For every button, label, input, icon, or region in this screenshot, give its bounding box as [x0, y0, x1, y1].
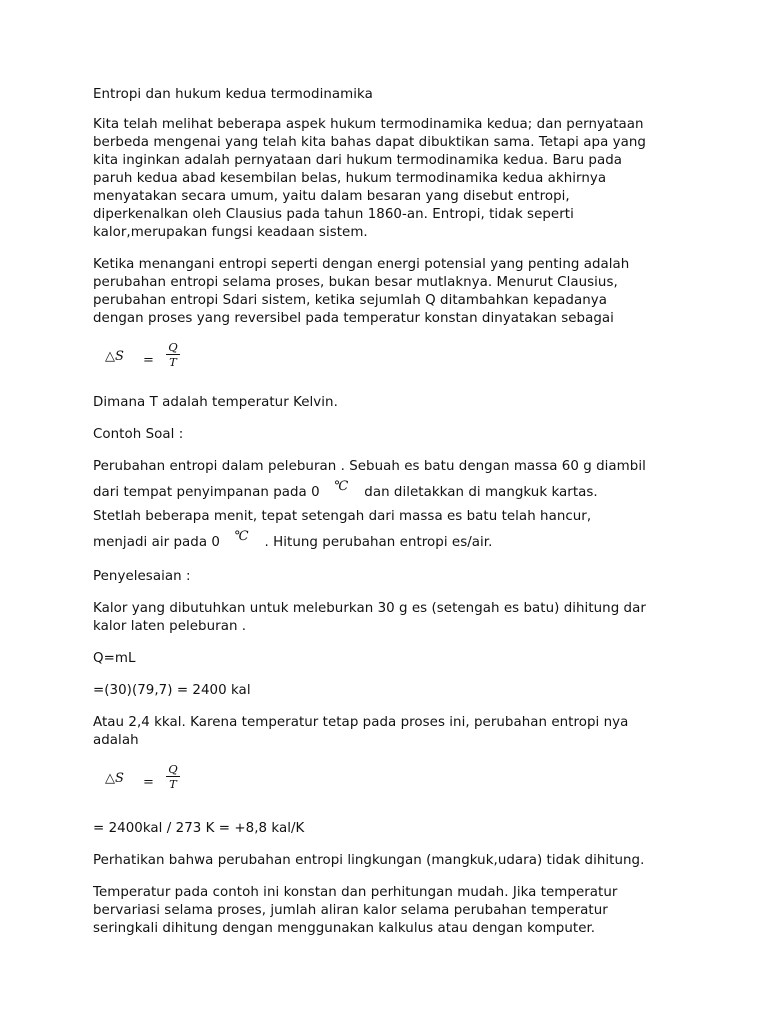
text-line: paruh kedua abad kesembilan belas, hukum termodinamika kedua akhirnya — [93, 171, 607, 186]
equation-q-ml: Q=mL — [93, 651, 136, 666]
formula-lhs: △S — [105, 771, 125, 786]
text-line: seringkali dihitung dengan menggunakan kalkulus atau dengan komputer. — [93, 921, 596, 936]
text-line: kalor laten peleburan . — [93, 619, 247, 634]
text-line: adalah — [93, 733, 139, 748]
equation-result: = 2400kal / 273 K = +8,8 kal/K — [93, 821, 305, 836]
paragraph-dimana: Dimana T adalah temperatur Kelvin. — [93, 395, 338, 410]
formula-denominator: T — [169, 777, 177, 791]
celsius-symbol: ℃ — [333, 479, 349, 494]
paragraph-perhatikan: Perhatikan bahwa perubahan entropi lingkungan (mangkuk,udara) tidak dihitung. — [93, 853, 645, 868]
formula-numerator: Q — [168, 340, 178, 354]
text-segment: . Hitung perubahan entropi es/air. — [264, 535, 493, 550]
text-line: kita inginkan adalah pernyataan dari hukum termodinamika kedua. Baru pada — [93, 153, 623, 168]
paragraph-clausius — [93, 256, 678, 328]
paragraph-intro — [93, 116, 678, 242]
formula-denominator: T — [169, 355, 177, 369]
text-line — [93, 479, 678, 502]
text-segment: dan diletakkan di mangkuk kartas. — [364, 485, 598, 500]
text-line: Temperatur pada contoh ini konstan dan perhitungan mudah. Jika temperatur — [93, 885, 618, 900]
formula-fraction — [166, 340, 180, 369]
document-page — [93, 86, 678, 952]
text-line: Kalor yang dibutuhkan untuk meleburkan 30 g es (setengah es batu) dihitung dar — [93, 601, 646, 616]
text-line: perubahan entropi selama proses, bukan besar mutlaknya. Menurut Clausius, — [93, 275, 618, 290]
entropy-formula — [93, 764, 678, 800]
text-line: Ketika menangani entropi seperti dengan energi potensial yang penting adalah — [93, 257, 630, 272]
formula-equals: = — [143, 353, 154, 368]
text-line: Stetlah beberapa menit, tepat setengah dari massa es batu telah hancur, — [93, 509, 592, 524]
document-title: Entropi dan hukum kedua termodinamika — [93, 87, 373, 102]
paragraph-atau — [93, 714, 678, 750]
text-line: kalor,merupakan fungsi keadaan sistem. — [93, 225, 368, 240]
text-line: diperkenalkan oleh Clausius pada tahun 1860-an. Entropi, tidak seperti — [93, 207, 574, 222]
text-line: Perubahan entropi dalam peleburan . Sebuah es batu dengan massa 60 g diambil — [93, 459, 646, 474]
entropy-formula — [93, 342, 678, 378]
text-line: Atau 2,4 kkal. Karena temperatur tetap pada proses ini, perubahan entropi nya — [93, 715, 629, 730]
text-line: dengan proses yang reversibel pada temperatur konstan dinyatakan sebagai — [93, 311, 614, 326]
heading-contoh-soal: Contoh Soal : — [93, 427, 184, 442]
paragraph-kalor — [93, 600, 678, 636]
text-line — [93, 529, 678, 552]
celsius-symbol: ℃ — [233, 529, 249, 544]
formula-numerator: Q — [168, 762, 178, 776]
text-line: bervariasi selama proses, jumlah aliran kalor selama perubahan temperatur — [93, 903, 608, 918]
text-segment: menjadi air pada 0 — [93, 535, 220, 550]
paragraph-temperatur — [93, 884, 678, 938]
equation-calculation: =(30)(79,7) = 2400 kal — [93, 683, 251, 698]
formula-lhs: △S — [105, 349, 125, 364]
text-segment: dari tempat penyimpanan pada 0 — [93, 485, 320, 500]
text-line: Kita telah melihat beberapa aspek hukum termodinamika kedua; dan pernyataan — [93, 117, 644, 132]
heading-penyelesaian: Penyelesaian : — [93, 569, 191, 584]
paragraph-contoh — [93, 458, 678, 552]
formula-equals: = — [143, 775, 154, 790]
text-line: perubahan entropi Sdari sistem, ketika sejumlah Q ditambahkan kepadanya — [93, 293, 608, 308]
text-line: berbeda mengenai yang telah kita bahas dapat dibuktikan sama. Tetapi apa yang — [93, 135, 646, 150]
text-line: menyatakan secara umum, yaitu dalam besaran yang disebut entropi, — [93, 189, 570, 204]
formula-fraction — [166, 762, 180, 791]
